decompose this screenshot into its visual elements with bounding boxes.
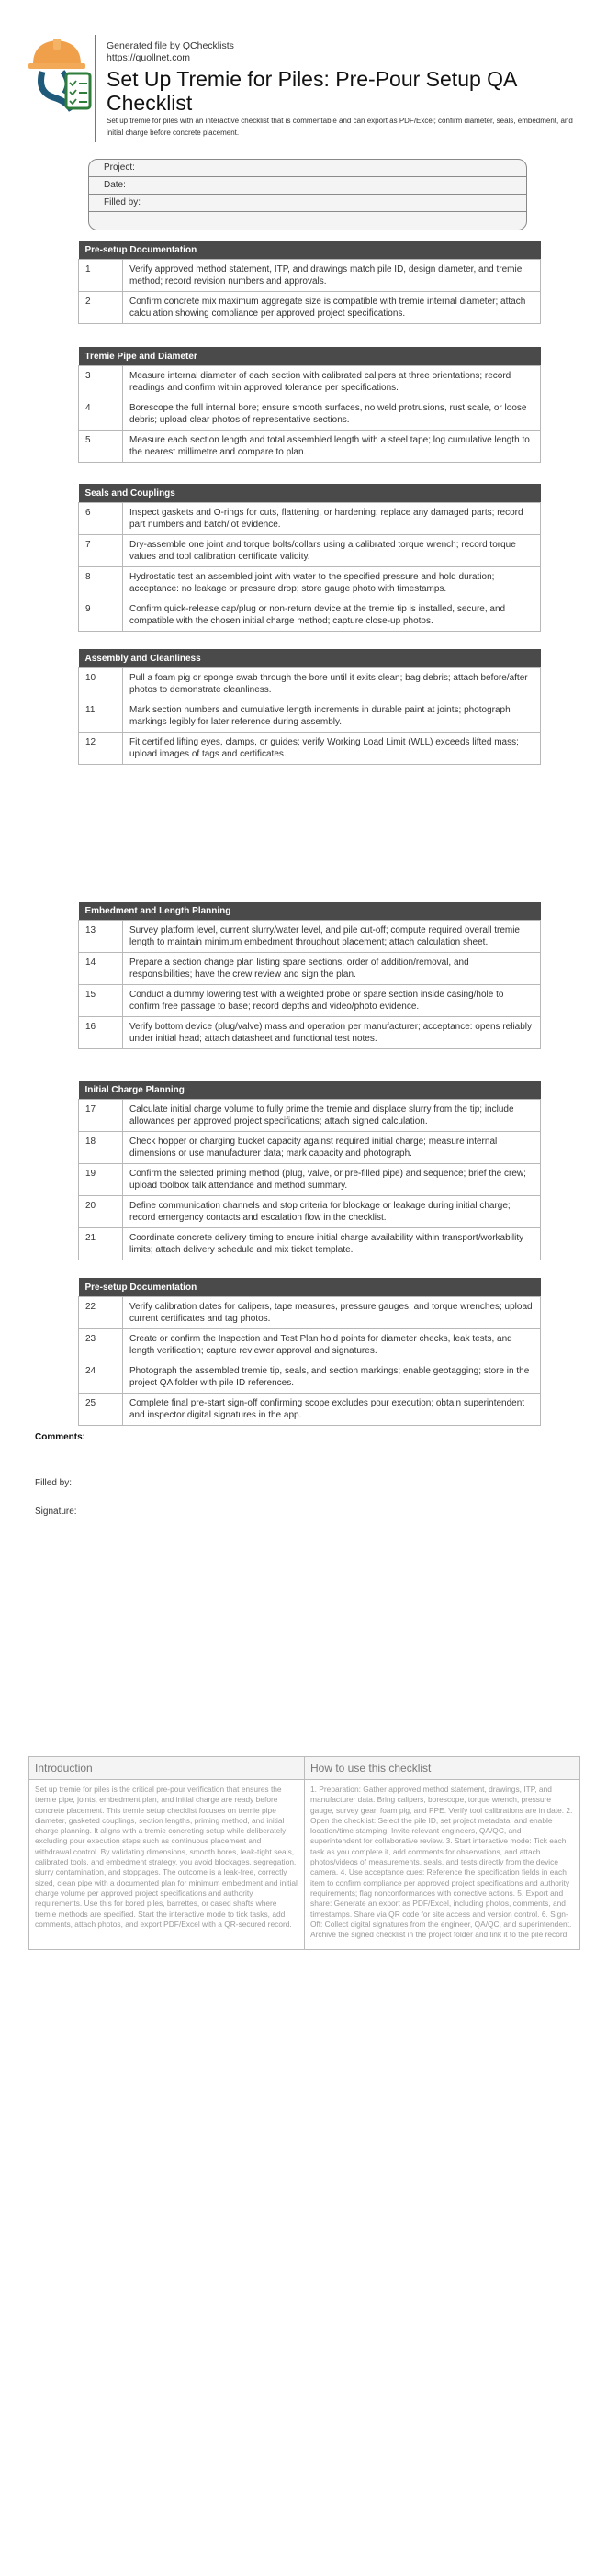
item-number: 12	[79, 733, 123, 765]
checklist-section-table	[78, 241, 541, 324]
item-description: Verify calibration dates for calipers, tape measures, pressure gauges, and torque wrenches; upload current certificates and tag photos.	[123, 1297, 541, 1329]
checklist-item-row[interactable]	[79, 1228, 541, 1260]
item-number: 4	[79, 398, 123, 431]
item-number: 20	[79, 1196, 123, 1228]
how-to-use-text: 1. Preparation: Gather approved method statement, drawings, ITP, and manufacturer data. Bring calipers, borescope, torque wrench, pressure gauge, survey gear, foam pig, and PPE. Verify tool calibrations are in date. 2. Open the checklist: Select the pile ID, set project metadata, and enable location/time stamping. Invite relevant engineers, QA/QC, and superintendent for collaborative review. 3. Start interactive mode: Tick each task as you complete it, add comments for observations, and attach photos/videos of measurements, seals, and tests directly from the device camera. 4. Use acceptance cues: Reference the specification fields in each item to confirm compliance per approved project specifications and authority requirements; flag nonconformances with corrective actions. 5. Export and share: Generate an export as PDF/Excel, including photos, comments, and timestamps. Share via QR code for site access and version control. 6. Sign-Off: Collect digital signatures from the engineer, QA/QC, and superintendent. Archive the signed checklist in the project folder and link it to the pile record.	[305, 1780, 580, 1950]
item-number: 14	[79, 953, 123, 985]
item-description: Fit certified lifting eyes, clamps, or guides; verify Working Load Limit (WLL) exceeds lifted mass; upload images of tags and certificates.	[123, 733, 541, 765]
introduction-text: Set up tremie for piles is the critical pre-pour verification that ensures the tremie pipe, joints, embedment plan, and initial charge are ready before concrete placement. This tremie setup checklist focuses on tremie pipe diameter, gasketed couplings, section lengths, priming method, and initial charge planning. It aligns with a tremie concreting setup while deliberately excluding pour execution steps such as continuous placement and withdrawal control. By validating dimensions, smooth bores, leak-tight seals, calibrated tools, and embedment strategy, you avoid blockages, segregation, slurry contamination, and stoppages. The outcome is a leak-free, correctly sized, clean pipe with a documented plan for minimum embedment and initial charge volume per approved project specifications and authority requirements. Use this for bored piles, barrettes, or cased shafts where tremie methods are specified. Start the interactive mode to tick tasks, add comments, attach photos, and export PDF/Excel with a QR-secured record.	[29, 1780, 305, 1950]
item-number: 13	[79, 921, 123, 953]
item-number: 24	[79, 1361, 123, 1394]
checklist-item-row[interactable]	[79, 567, 541, 599]
item-number: 15	[79, 985, 123, 1017]
checklist-item-row[interactable]	[79, 953, 541, 985]
checklist-item-row[interactable]	[79, 1361, 541, 1394]
item-number: 6	[79, 503, 123, 535]
page-subtitle: Set up tremie for piles with an interactive checklist that is commentable and can export as PDF/Excel; confirm diameter, seals, embedment, and initial charge before concrete placement.	[107, 117, 573, 137]
project-field[interactable]: Project:	[89, 160, 526, 177]
checklist-section-table	[78, 347, 541, 463]
item-number: 10	[79, 668, 123, 700]
checklist-section-table	[78, 1278, 541, 1426]
document-header	[0, 0, 607, 147]
checklist-item-row[interactable]	[79, 1329, 541, 1361]
item-number: 1	[79, 260, 123, 292]
section-header: Assembly and Cleanliness	[79, 649, 541, 668]
item-number: 17	[79, 1100, 123, 1132]
section-header: Pre-setup Documentation	[79, 1278, 541, 1297]
checklist-item-row[interactable]	[79, 1394, 541, 1426]
item-description: Pull a foam pig or sponge swab through the bore until it exits clean; bag debris; attach before/after photos to demonstrate cleanliness.	[123, 668, 541, 700]
item-number: 22	[79, 1297, 123, 1329]
item-description: Confirm quick-release cap/plug or non-return device at the tremie tip is installed, secure, and compatible with the chosen initial charge method; capture close-up photos.	[123, 599, 541, 632]
item-number: 9	[79, 599, 123, 632]
checklist-item-row[interactable]	[79, 535, 541, 567]
item-description: Coordinate concrete delivery timing to ensure initial charge availability within transport/workability limits; attach delivery schedule and mix ticket template.	[123, 1228, 541, 1260]
checklist-item-row[interactable]	[79, 985, 541, 1017]
item-description: Mark section numbers and cumulative length increments in durable paint at joints; photograph markings legibly for later reference during assembly.	[123, 700, 541, 733]
item-number: 19	[79, 1164, 123, 1196]
item-number: 25	[79, 1394, 123, 1426]
item-description: Create or confirm the Inspection and Test Plan hold points for diameter checks, leak tests, and length verification; capture reviewer approval and signatures.	[123, 1329, 541, 1361]
signature-label: Signature:	[35, 1506, 77, 1517]
item-description: Define communication channels and stop criteria for blockage or leakage during initial charge; record emergency contacts and escalation flow in the checklist.	[123, 1196, 541, 1228]
checklist-item-row[interactable]	[79, 398, 541, 431]
item-description: Check hopper or charging bucket capacity against required initial charge; measure internal dimensions or use manufacturer data; mark capacity and photograph.	[123, 1132, 541, 1164]
item-description: Inspect gaskets and O-rings for cuts, flattening, or hardening; replace any damaged parts; record part numbers and batch/lot evidence.	[123, 503, 541, 535]
checklist-item-row[interactable]	[79, 599, 541, 632]
introduction-heading: Introduction	[29, 1757, 305, 1780]
item-description: Prepare a section change plan listing spare sections, order of addition/removal, and responsibilities; have the crew review and sign the plan.	[123, 953, 541, 985]
page-title: Set Up Tremie for Piles: Pre-Pour Setup QA Checklist	[107, 67, 517, 115]
item-description: Verify approved method statement, ITP, and drawings match pile ID, design diameter, and tremie method; record revision numbers and approvals.	[123, 260, 541, 292]
checklist-item-row[interactable]	[79, 292, 541, 324]
checklist-section-table	[78, 484, 541, 632]
section-header: Seals and Couplings	[79, 484, 541, 503]
item-number: 18	[79, 1132, 123, 1164]
checklist-item-row[interactable]	[79, 700, 541, 733]
item-description: Measure each section length and total assembled length with a steel tape; log cumulative length to the nearest millimetre and compare to plan.	[123, 431, 541, 463]
checklist-item-row[interactable]	[79, 1100, 541, 1132]
item-number: 23	[79, 1329, 123, 1361]
checklist-item-row[interactable]	[79, 733, 541, 765]
hardhat-checklist-logo-icon	[26, 37, 94, 114]
checklist-item-row[interactable]	[79, 921, 541, 953]
item-description: Conduct a dummy lowering test with a weighted probe or spare section inside casing/hole to confirm free passage to base; record depths and video/photo evidence.	[123, 985, 541, 1017]
section-header: Pre-setup Documentation	[79, 241, 541, 260]
checklist-item-row[interactable]	[79, 366, 541, 398]
item-description: Hydrostatic test an assembled joint with water to the specified pressure and hold duration; acceptance: no leakage or pressure drop; store gauge photo with timestamps.	[123, 567, 541, 599]
intro-table	[28, 1756, 580, 1950]
how-to-use-heading: How to use this checklist	[305, 1757, 580, 1780]
item-description: Confirm concrete mix maximum aggregate size is compatible with tremie internal diameter; attach calculation showing compliance per approved project specifications.	[123, 292, 541, 324]
checklist-item-row[interactable]	[79, 1164, 541, 1196]
item-number: 11	[79, 700, 123, 733]
item-number: 5	[79, 431, 123, 463]
item-number: 21	[79, 1228, 123, 1260]
item-description: Dry-assemble one joint and torque bolts/collars using a calibrated torque wrench; record torque values and tool calibration certificate validity.	[123, 535, 541, 567]
checklist-section-table	[78, 1081, 541, 1260]
generator-info	[107, 40, 234, 64]
checklist-item-row[interactable]	[79, 431, 541, 463]
header-divider	[95, 35, 96, 142]
checklist-item-row[interactable]	[79, 503, 541, 535]
checklist-item-row[interactable]	[79, 1132, 541, 1164]
item-description: Photograph the assembled tremie tip, seals, and section markings; enable geotagging; store in the project QA folder with pile ID references.	[123, 1361, 541, 1394]
section-header: Embedment and Length Planning	[79, 902, 541, 921]
checklist-section-table	[78, 649, 541, 765]
item-number: 7	[79, 535, 123, 567]
checklist-item-row[interactable]	[79, 1297, 541, 1329]
item-description: Confirm the selected priming method (plug, valve, or pre-filled pipe) and sequence; brief the crew; upload toolbox talk attendance and method summary.	[123, 1164, 541, 1196]
item-description: Survey platform level, current slurry/water level, and pile cut-off; compute required overall tremie length to maintain minimum embedment throughout placement; attach calculation sheet.	[123, 921, 541, 953]
extra-field[interactable]	[89, 212, 526, 229]
checklist-item-row[interactable]	[79, 1017, 541, 1049]
filled-by-label: Filled by:	[35, 1478, 73, 1488]
section-header: Initial Charge Planning	[79, 1081, 541, 1100]
item-number: 2	[79, 292, 123, 324]
item-description: Verify bottom device (plug/valve) mass and operation per manufacturer; acceptance: opens reliably under initial head; attach datasheet and functional test notes.	[123, 1017, 541, 1049]
item-number: 16	[79, 1017, 123, 1049]
item-description: Borescope the full internal bore; ensure smooth surfaces, no weld protrusions, rust scale, or loose debris; upload clear photos of representative sections.	[123, 398, 541, 431]
item-description: Measure internal diameter of each section with calibrated calipers at three orientations; record readings and confirm within approved tolerance per specifications.	[123, 366, 541, 398]
source-url-link[interactable]: https://quollnet.com	[107, 52, 191, 63]
date-field[interactable]: Date:	[89, 177, 526, 195]
project-info-box	[88, 159, 527, 230]
section-header: Tremie Pipe and Diameter	[79, 347, 541, 366]
item-description: Calculate initial charge volume to fully prime the tremie and displace slurry from the tip; include allowances per approved project specifications; attach signed calculation.	[123, 1100, 541, 1132]
item-number: 8	[79, 567, 123, 599]
checklist-item-row[interactable]	[79, 1196, 541, 1228]
comments-label: Comments:	[35, 1432, 86, 1442]
checklist-item-row[interactable]	[79, 668, 541, 700]
item-number: 3	[79, 366, 123, 398]
generated-by-text: Generated file by QChecklists	[107, 40, 234, 51]
checklist-section-table	[78, 902, 541, 1049]
checklist-item-row[interactable]	[79, 260, 541, 292]
item-description: Complete final pre-start sign-off confirming scope excludes pour execution; obtain superintendent and inspector digital signatures in the app.	[123, 1394, 541, 1426]
filled-by-field[interactable]: Filled by:	[89, 195, 526, 212]
